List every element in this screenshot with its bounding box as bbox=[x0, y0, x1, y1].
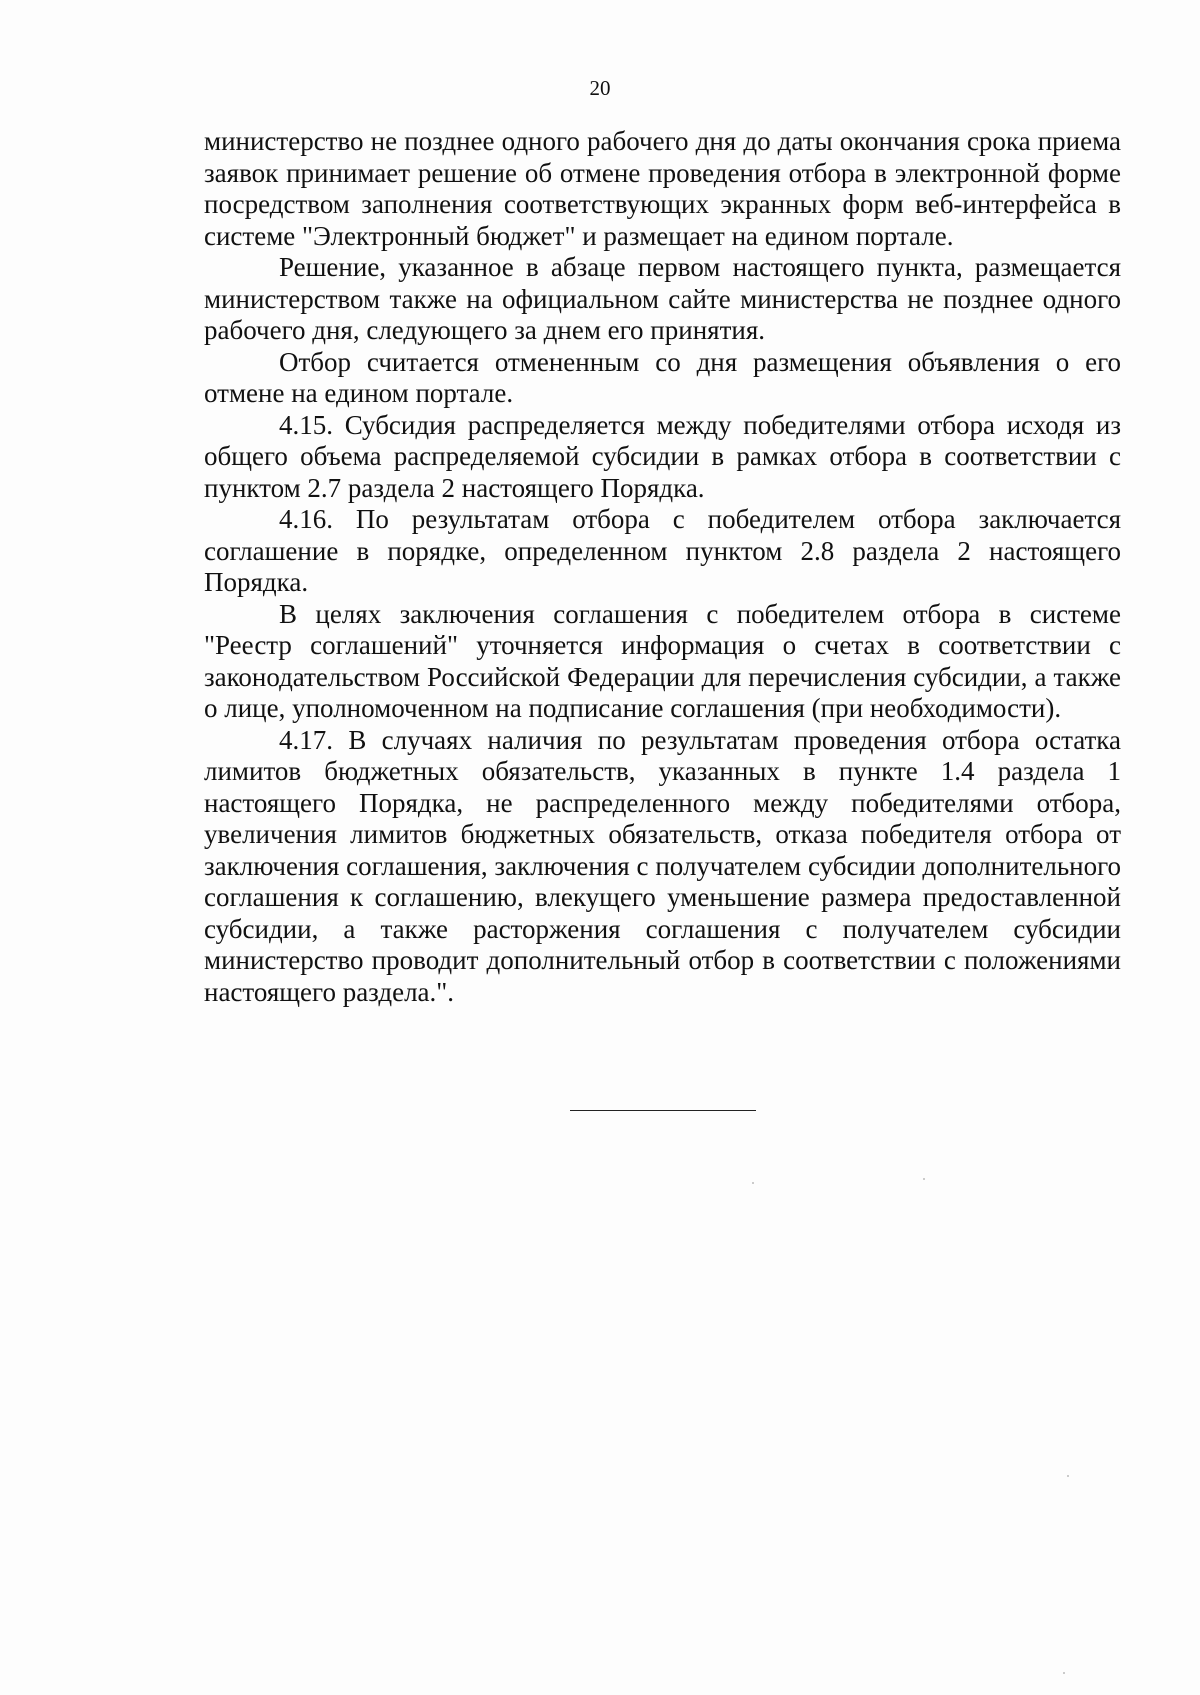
paragraph-4-17: 4.17. В случаях наличия по результатам проведения отбора остатка лимитов бюджетных обязательств, указанных в пункте 1.4 раздела 1 настоящего Порядка, не распределенного между победителями отбора, увеличения лимитов бюджетных обязательств, отказа победителя отбора от заключения соглашения, заключения с получателем субсидии дополнительного соглашения к соглашению, влекущего уменьшение размера предоставленной субсидии, а также расторжения соглашения с получателем субсидии министерство проводит дополнительный отбор в соответствии с положениями настоящего раздела.". bbox=[204, 724, 1121, 1007]
scan-speck bbox=[923, 1178, 925, 1180]
paragraph-4-15: 4.15. Субсидия распределяется между победителями отбора исходя из общего объема распределяемой субсидии в рамках отбора в соответствии с пунктом 2.7 раздела 2 настоящего Порядка. bbox=[204, 409, 1121, 503]
paragraph-4-16: 4.16. По результатам отбора с победителем отбора заключается соглашение в порядке, определенном пунктом 2.8 раздела 2 настоящего Порядка. bbox=[204, 504, 1121, 597]
scan-speck bbox=[752, 1182, 754, 1184]
scan-speck bbox=[1067, 1475, 1069, 1477]
document-body bbox=[204, 126, 1121, 1008]
paragraph-continuation: министерство не позднее одного рабочего дня до даты окончания срока приема заявок принимает решение об отмене проведения отбора в электронной форме посредством заполнения соответствующих экранных форм веб-интерфейса в системе "Электронный бюджет" и размещает на едином портале. bbox=[204, 126, 1121, 251]
page-number: 20 bbox=[589, 76, 611, 100]
paragraph-decision-publication: Решение, указанное в абзаце первом настоящего пункта, размещается министерством также на официальном сайте министерства не позднее одного рабочего дня, следующего за днем его принятия. bbox=[204, 252, 1121, 345]
paragraph-agreement-accounts: В целях заключения соглашения с победителем отбора в системе "Реестр соглашений" уточняется информация о счетах в соответствии с законодательством Российской Федерации для перечисления субсидии, а также о лице, уполномоченном на подписание соглашения (при необходимости). bbox=[204, 598, 1121, 723]
scan-speck bbox=[1063, 1672, 1065, 1674]
closing-divider bbox=[570, 1110, 756, 1111]
paragraph-selection-cancelled: Отбор считается отмененным со дня размещения объявления о его отмене на едином портале. bbox=[204, 346, 1121, 408]
